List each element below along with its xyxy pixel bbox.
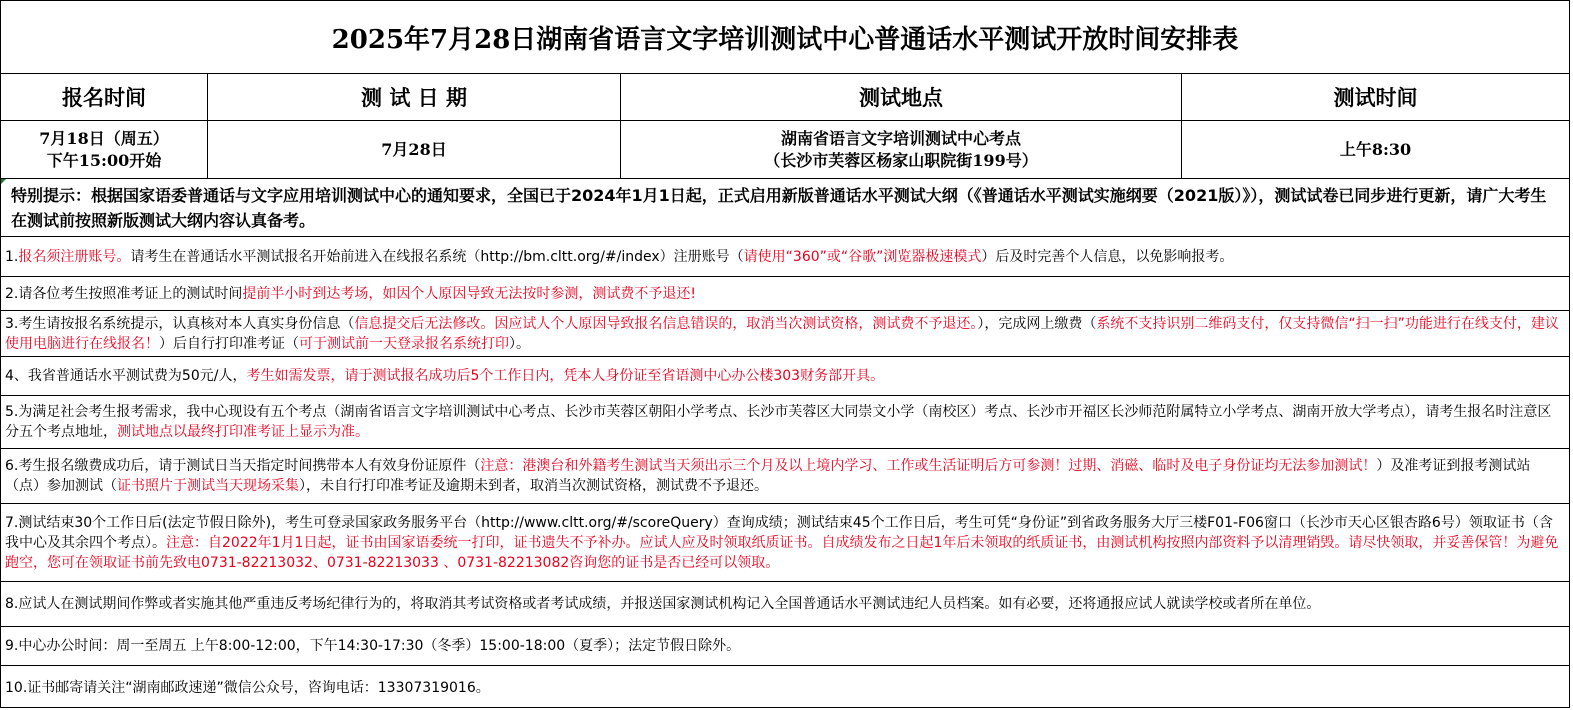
registration-date: 7月18日（周五） (39, 128, 169, 148)
header-test-time: 测试时间 (1333, 85, 1418, 110)
header-test-date: 测 试 日 期 (208, 74, 621, 120)
registration-time-cell (1, 121, 208, 178)
schedule-row (1, 121, 1569, 179)
note-4: 4、我省普通话水平测试费为50元/人，考生如需发票，请于测试报名成功后5个工作日内，凭本人身份证至省语测中心办公楼303财务部开具。 (1, 357, 1569, 396)
header-registration-time: 报名时间 (1, 74, 208, 120)
location-address: （长沙市芙蓉区杨家山职院街199号） (764, 150, 1038, 170)
note-2: 2.请各位考生按照准考证上的测试时间提前半小时到达考场，如因个人原因导致无法按时参测，测试费不予退还! (1, 277, 1569, 311)
note-7: 7.测试结束30个工作日后(法定节假日除外)，考生可登录国家政务服务平台（http://www.cltt.org/#/scoreQuery）查询成绩；测试结束45个工作日后，考生可凭“身份证”到省政务服务大厅三楼F01-F06窗口（长沙市天心区银杏路6号）领取证书（含我中心及其余四个考点）。注意：自2022年1月1日起，证书由国家语委统一打印，证书遗失不予补办。应试人应及时领取纸质证书。自成绩发布之日起1年后未领取的纸质证书，由测试机构按照内部资料予以清理销毁。请尽快领取，并妥善保管！为避免跑空，您可在领取证书前先致电0731-82213032、0731-82213033 、0731-82213082咨询您的证书是否已经可以领取。 (1, 504, 1569, 582)
note-5: 5.为满足社会考生报考需求，我中心现设有五个考点（湖南省语言文字培训测试中心考点、长沙市芙蓉区朝阳小学考点、长沙市芙蓉区大同崇文小学（南校区）考点、长沙市开福区长沙师范附属特立小学考点、湖南开放大学考点），请考生报名时注意区分五个考点地址，测试地点以最终打印准考证上显示为准。 (1, 396, 1569, 449)
test-time-cell: 上午8:30 (1339, 139, 1412, 159)
note-1: 1.报名须注册账号。请考生在普通话水平测试报名开始前进入在线报名系统（http://bm.cltt.org/#/index）注册账号（请使用“360”或“谷歌”浏览器极速模式）后及时完善个人信息，以免影响报考。 (1, 237, 1569, 277)
note-6: 6.考生报名缴费成功后，请于测试日当天指定时间携带本人有效身份证原件（注意：港澳台和外籍考生测试当天须出示三个月及以上境内学习、工作或生活证明后方可参测！过期、消磁、临时及电子身份证均无法参加测试！）及准考证到报考测试站（点）参加测试（证书照片于测试当天现场采集），未自行打印准考证及逾期未到者，取消当次测试资格，测试费不予退还。 (1, 449, 1569, 504)
note-10: 10.证书邮寄请关注“湖南邮政速递”微信公众号，咨询电话：13307319016。 (5, 679, 490, 696)
special-notice: 特别提示：根据国家语委普通话与文字应用培训测试中心的通知要求，全国已于2024年1月1日起，正式启用新版普通话水平测试大纲（《普通话水平测试实施纲要（2021版）》），测试试卷已同步进行更新，请广大考生在测试前按照新版测试大纲内容认真备考。 (1, 179, 1569, 237)
page-title: 2025年7月28日湖南省语言文字培训测试中心普通话水平测试开放时间安排表 (1, 1, 1569, 74)
table-header-row (1, 74, 1569, 121)
header-test-location: 测试地点 (621, 74, 1182, 120)
note-9: 9.中心办公时间：周一至周五 上午8:00-12:00，下午14:30-17:30（冬季）15:00-18:00（夏季）；法定节假日除外。 (1, 627, 1569, 666)
location-name: 湖南省语言文字培训测试中心考点 (780, 128, 1021, 148)
test-location-cell (621, 121, 1182, 178)
registration-start: 下午15:00开始 (46, 150, 162, 170)
test-date-cell: 7月28日 (208, 121, 621, 178)
note-3: 3.考生请按报名系统提示，认真核对本人真实身份信息（信息提交后无法修改。因应试人个人原因导致报名信息错误的，取消当次测试资格，测试费不予退还。），完成网上缴费（系统不支持识别二维码支付，仅支持微信“扫一扫”功能进行在线支付，建议使用电脑进行在线报名！）后自行打印准考证（可于测试前一天登录报名系统打印）。 (1, 311, 1569, 357)
note-8: 8.应试人在测试期间作弊或者实施其他严重违反考场纪律行为的，将取消其考试资格或者考试成绩，并报送国家测试机构记入全国普通话水平测试违纪人员档案。如有必要，还将通报应试人就读学校或者所在单位。 (1, 582, 1569, 627)
cell-comment-marker (1, 179, 6, 184)
